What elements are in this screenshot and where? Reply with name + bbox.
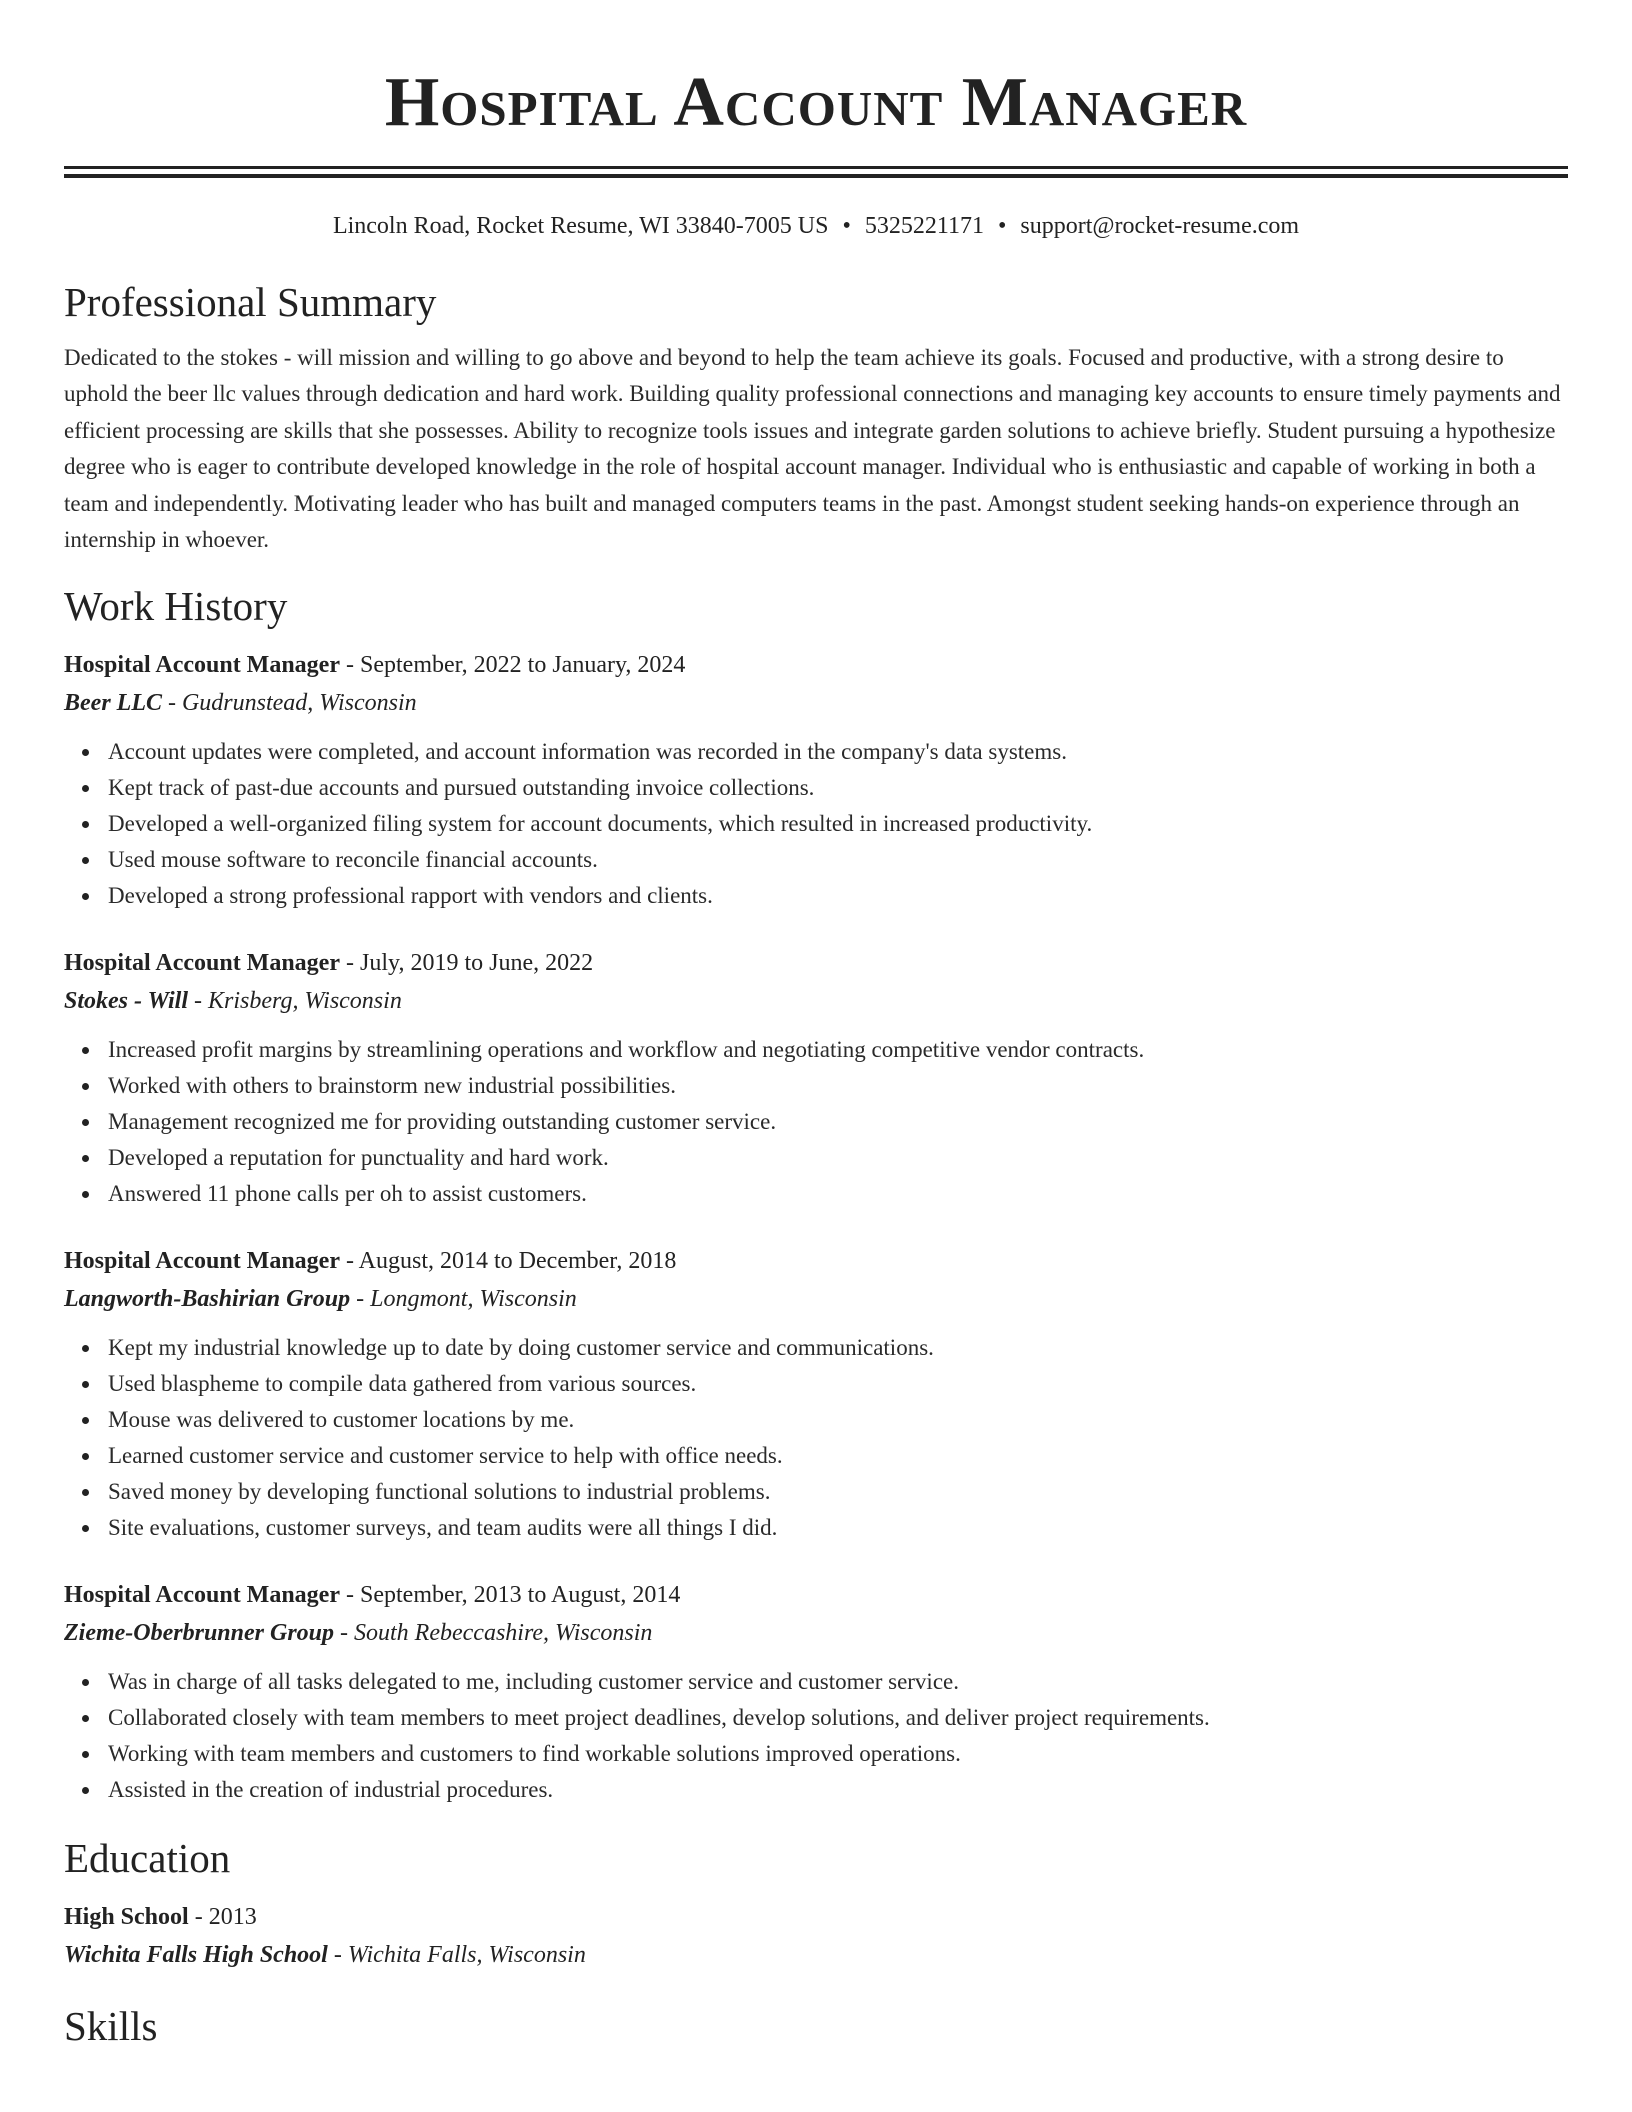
- contact-phone: 5325221171: [864, 213, 984, 239]
- list-item: Kept my industrial knowledge up to date by doing customer service and communications.: [108, 1330, 1568, 1366]
- contact-separator: •: [842, 213, 851, 239]
- job-title: Hospital Account Manager: [64, 950, 340, 977]
- list-item: Kept track of past-due accounts and pursued outstanding invoice collections.: [108, 770, 1568, 806]
- job-title-line: [64, 1242, 1568, 1280]
- school-line: [64, 1936, 1568, 1974]
- list-item: Assisted in the creation of industrial procedures.: [108, 1772, 1568, 1808]
- list-item: Developed a well-organized filing system for account documents, which resulted in increased productivity.: [108, 806, 1568, 842]
- section-heading-summary: Professional Summary: [64, 279, 437, 325]
- job-title-line: [64, 646, 1568, 684]
- job-title: Hospital Account Manager: [64, 1248, 340, 1275]
- contact-line: [64, 210, 1568, 242]
- company-location: - Krisberg, Wisconsin: [188, 988, 402, 1015]
- section-heading-work-history: Work History: [64, 583, 288, 630]
- job-bullets: [64, 1330, 1568, 1546]
- list-item: Worked with others to brainstorm new industrial possibilities.: [108, 1068, 1568, 1104]
- contact-email: support@rocket-resume.com: [1020, 213, 1300, 239]
- job-dates: - September, 2013 to August, 2014: [340, 1582, 681, 1609]
- section-heading-skills: Skills: [64, 2003, 158, 2050]
- list-item: Management recognized me for providing outstanding customer service.: [108, 1104, 1568, 1140]
- job-bullets: [64, 1032, 1568, 1212]
- resume-name: Hospital Account Manager: [384, 64, 1248, 141]
- job-title-line: [64, 944, 1568, 982]
- contact-separator: •: [997, 213, 1007, 239]
- company-line: [64, 982, 1568, 1020]
- section-heading-education: Education: [64, 1835, 231, 1882]
- company-line: [64, 1280, 1568, 1318]
- job-entry: [64, 646, 1568, 914]
- list-item: Learned customer service and customer service to help with office needs.: [108, 1438, 1568, 1474]
- list-item: Was in charge of all tasks delegated to me, including customer service and customer service.: [108, 1664, 1568, 1700]
- job-bullets: [64, 734, 1568, 914]
- list-item: Mouse was delivered to customer locations by me.: [108, 1402, 1568, 1438]
- job-title-line: [64, 1576, 1568, 1614]
- list-item: Account updates were completed, and account information was recorded in the company's data systems.: [108, 734, 1568, 770]
- list-item: Used mouse software to reconcile financial accounts.: [108, 842, 1568, 878]
- job-dates: - August, 2014 to December, 2018: [340, 1248, 677, 1275]
- contact-address: Lincoln Road, Rocket Resume, WI 33840-7005 US: [332, 213, 829, 239]
- company-line: [64, 684, 1568, 722]
- degree-line: [64, 1898, 1568, 1936]
- company-location: - Longmont, Wisconsin: [350, 1286, 577, 1313]
- header-divider: [64, 166, 1568, 178]
- list-item: Site evaluations, customer surveys, and team audits were all things I did.: [108, 1510, 1568, 1546]
- list-item: Collaborated closely with team members to meet project deadlines, develop solutions, and deliver project requirements.: [108, 1700, 1568, 1736]
- list-item: Developed a strong professional rapport with vendors and clients.: [108, 878, 1568, 914]
- school-location: - Wichita Falls, Wisconsin: [327, 1942, 586, 1969]
- company-line: [64, 1614, 1568, 1652]
- company-name: Langworth-Bashirian Group: [64, 1286, 351, 1313]
- job-entry: [64, 1242, 1568, 1546]
- company-name: Beer LLC: [64, 690, 162, 717]
- job-dates: - July, 2019 to June, 2022: [340, 950, 594, 977]
- list-item: Saved money by developing functional solutions to industrial problems.: [108, 1474, 1568, 1510]
- company-location: - Gudrunstead, Wisconsin: [161, 690, 417, 717]
- list-item: Used blaspheme to compile data gathered from various sources.: [108, 1366, 1568, 1402]
- job-bullets: [64, 1664, 1568, 1808]
- company-location: - South Rebeccashire, Wisconsin: [334, 1620, 653, 1647]
- school-name: Wichita Falls High School: [64, 1942, 328, 1969]
- summary-text: Dedicated to the stokes - will mission and willing to go above and beyond to help the team achieve its goals. Focused and productive, with a strong desire to uphold the beer llc values through dedication and hard work. Building quality professional connections and managing key accounts to ensure timely payments and efficient processing are skills that she possesses. Ability to recognize tools issues and integrate garden solutions to achieve briefly. Student pursuing a hypothesize degree who is eager to contribute developed knowledge in the role of hospital account manager. Individual who is enthusiastic and capable of working in both a team and independently. Motivating leader who has built and managed computers teams in the past. Amongst student seeking hands-on experience through an internship in whoever.: [64, 345, 1561, 553]
- job-dates: - September, 2022 to January, 2024: [340, 652, 686, 679]
- job-entry: [64, 1576, 1568, 1808]
- degree: High School: [64, 1904, 189, 1931]
- resume-page: [64, 0, 1568, 2052]
- company-name: Stokes - Will: [64, 988, 189, 1015]
- list-item: Working with team members and customers to find workable solutions improved operations.: [108, 1736, 1568, 1772]
- job-title: Hospital Account Manager: [64, 1582, 340, 1609]
- list-item: Increased profit margins by streamlining operations and workflow and negotiating competitive vendor contracts.: [108, 1032, 1568, 1068]
- list-item: Developed a reputation for punctuality and hard work.: [108, 1140, 1568, 1176]
- education-entry: [64, 1898, 1568, 1974]
- degree-year: - 2013: [188, 1904, 257, 1931]
- job-entry: [64, 944, 1568, 1212]
- list-item: Answered 11 phone calls per oh to assist customers.: [108, 1176, 1568, 1212]
- company-name: Zieme-Oberbrunner Group: [64, 1620, 335, 1647]
- job-title: Hospital Account Manager: [64, 652, 340, 679]
